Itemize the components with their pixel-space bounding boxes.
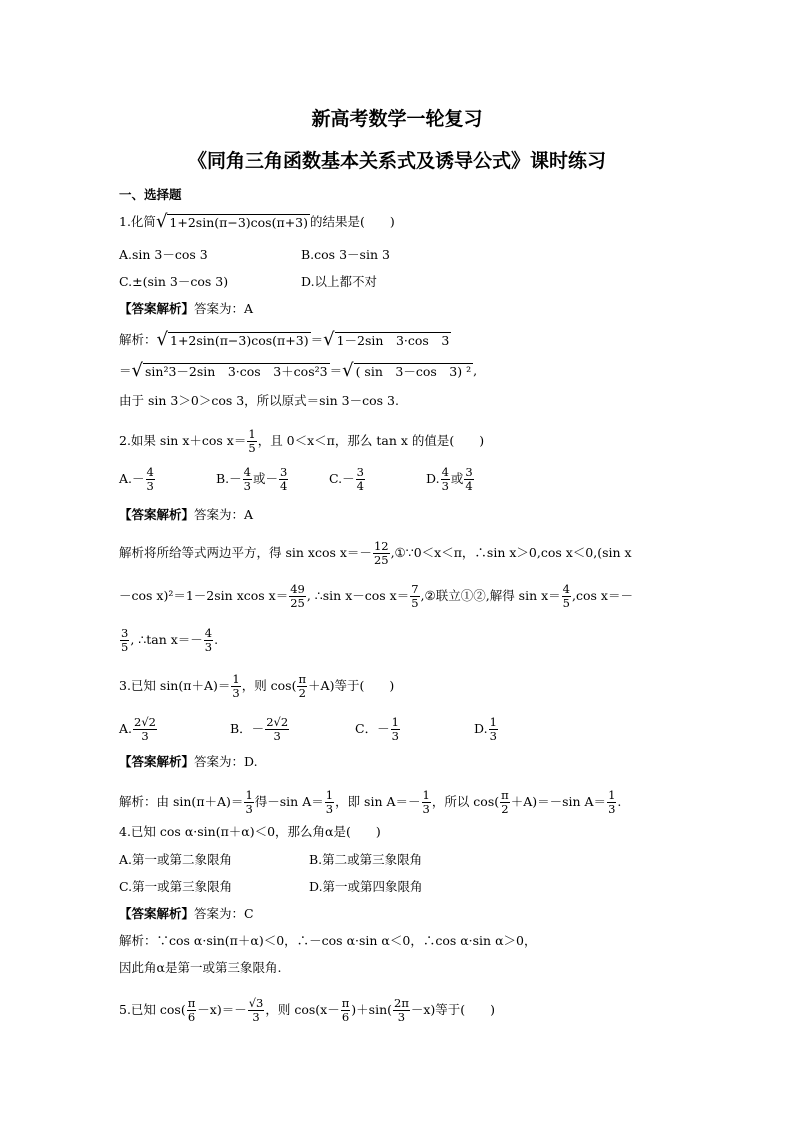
q2-solution-line-3	[119, 627, 218, 654]
fraction	[231, 673, 240, 700]
numerator: 1	[422, 788, 430, 802]
denominator: 3	[397, 1010, 406, 1024]
text: 2.如果 sin x＋cos x＝	[119, 433, 247, 448]
fraction	[133, 716, 157, 743]
q1-option-c: C.±(sin 3－cos 3)	[119, 274, 229, 289]
denominator: 5	[248, 441, 256, 455]
q1-option-d: D.以上都不对	[301, 274, 378, 289]
text: ,①∵0＜x＜π，∴sin x＞0,cos x＜0,(sin x	[390, 545, 632, 560]
q4-solution-line-2: 因此角α是第一或第三象限角.	[119, 960, 282, 975]
q1-stem-prefix: 1.化简	[119, 214, 156, 229]
fraction	[279, 466, 288, 493]
text: .	[214, 632, 219, 647]
denominator: 2	[298, 686, 306, 700]
text: ＋A)等于( )	[308, 678, 395, 693]
answer-text: 答案为：D.	[194, 754, 258, 769]
text: .	[617, 794, 622, 809]
denominator: 3	[422, 802, 430, 816]
numerator: 12	[373, 539, 389, 553]
fraction	[248, 997, 265, 1024]
q2-option-b	[216, 466, 289, 493]
q4-option-d: D.第一或第四象限角	[309, 879, 423, 894]
text: C．－	[355, 721, 390, 736]
fraction	[247, 428, 256, 455]
page-title: 新高考数学一轮复习	[311, 108, 483, 130]
text: A.	[119, 721, 133, 736]
denominator: 3	[141, 729, 149, 743]
fraction	[356, 466, 365, 493]
q3-option-b	[230, 716, 290, 743]
radicand: 1+2sin(π−3)cos(π+3)	[170, 333, 309, 348]
q5-stem	[119, 997, 495, 1024]
fraction	[120, 627, 129, 654]
denominator: 3	[608, 802, 616, 816]
equals: ＝	[310, 332, 324, 347]
radical: √ 1－2sin 3·cos 3	[323, 329, 450, 350]
radicand: ( sin 3－cos 3) ²	[355, 364, 472, 379]
numerator: 4	[562, 582, 570, 596]
q3-option-d	[474, 716, 499, 743]
denominator: 3	[489, 729, 497, 743]
text: , ∴tan x＝－	[130, 632, 203, 647]
answer-tag: 【答案解析】	[119, 906, 195, 921]
text: －x)＝－	[197, 1002, 247, 1017]
text: －x)等于( )	[410, 1002, 496, 1017]
q1-answer	[119, 300, 253, 318]
radical: √ sin²3－2sin 3·cos 3＋cos²3	[131, 360, 328, 381]
numerator: π	[341, 996, 350, 1010]
text: 或	[450, 471, 464, 486]
fraction	[325, 789, 334, 816]
numerator: 4	[441, 465, 449, 479]
radicand: sin²3－2sin 3·cos 3＋cos²3	[145, 364, 328, 379]
text: －cos x)²＝1－2sin xcos x＝	[119, 588, 289, 603]
denominator: 2	[501, 802, 509, 816]
radicand: 1－2sin 3·cos 3	[336, 333, 450, 348]
denominator: 3	[441, 479, 449, 493]
fraction	[204, 627, 213, 654]
numerator: 1	[325, 788, 334, 802]
text: D.	[426, 471, 440, 486]
q3-solution	[119, 789, 621, 816]
numerator: 4	[204, 626, 213, 640]
answer-text: 答案为：A	[194, 507, 254, 522]
q1-option-a: A.sin 3－cos 3	[119, 247, 208, 262]
answer-tag: 【答案解析】	[119, 754, 195, 769]
q2-option-c	[329, 466, 366, 493]
fraction	[464, 466, 473, 493]
numerator: 2π	[394, 996, 409, 1010]
text: B.－	[216, 471, 242, 486]
numerator: 7	[411, 582, 419, 596]
text: ,cos x＝－	[572, 588, 633, 603]
denominator: 3	[245, 802, 253, 816]
denominator: 3	[146, 479, 154, 493]
page-subtitle: 《同角三角函数基本关系式及诱导公式》课时练习	[187, 150, 606, 172]
q2-option-d	[426, 466, 475, 493]
fraction	[244, 789, 253, 816]
q1-stem-suffix: 的结果是( )	[310, 214, 395, 229]
q4-option-c: C.第一或第三象限角	[119, 879, 233, 894]
fraction	[391, 716, 400, 743]
fraction	[297, 673, 307, 700]
q1-solution-line-2	[119, 362, 477, 381]
q1-solution-line-3: 由于 sin 3＞0＞cos 3，所以原式＝sin 3－cos 3.	[119, 393, 399, 408]
q4-option-a: A.第一或第二象限角	[119, 852, 233, 867]
numerator: 3	[356, 465, 364, 479]
q2-answer	[119, 506, 253, 524]
text: C.－	[329, 471, 355, 486]
answer-text: 答案为：C	[194, 906, 254, 921]
text: 3.已知 sin(π＋A)＝	[119, 678, 231, 693]
q4-answer	[119, 905, 254, 923]
denominator: 5	[121, 640, 129, 654]
text: ，则 cos(	[241, 678, 297, 693]
q3-option-c	[355, 716, 401, 743]
fraction	[373, 540, 390, 567]
q2-option-a	[119, 466, 156, 493]
solution-label: 解析：	[119, 332, 157, 347]
numerator: 4	[243, 465, 251, 479]
text: ，所以 cos(	[431, 794, 500, 809]
text: ，且 0＜x＜π，那么 tan x 的值是( )	[257, 433, 485, 448]
q1-solution-line-1	[119, 331, 451, 350]
q3-answer	[119, 753, 258, 771]
text: 或－	[253, 471, 279, 486]
numerator: 1	[608, 788, 616, 802]
numerator: π	[501, 788, 509, 802]
text: )＋sin(	[351, 1002, 392, 1017]
fraction	[146, 466, 155, 493]
denominator: 4	[465, 479, 473, 493]
text: , ∴sin x－cos x＝	[306, 588, 410, 603]
numerator: 49	[290, 582, 305, 596]
text: B．－	[230, 721, 265, 736]
text: ，则 cos(x－	[265, 1002, 340, 1017]
q2-stem	[119, 428, 484, 455]
punctuation: ,	[473, 363, 478, 378]
q2-solution-line-2	[119, 583, 633, 610]
answer-tag: 【答案解析】	[119, 301, 195, 316]
denominator: 25	[373, 553, 389, 567]
text: 5.已知 cos(	[119, 1002, 186, 1017]
fraction	[441, 466, 450, 493]
numerator: π	[187, 996, 196, 1010]
text: ,②联立①②,解得 sin x＝	[420, 588, 561, 603]
denominator: 3	[252, 1010, 260, 1024]
numerator: 1	[245, 788, 253, 802]
section-heading: 一、选择题	[119, 187, 182, 202]
q4-stem: 4.已知 cos α·sin(π＋α)＜0，那么角α是( )	[119, 824, 381, 839]
numerator: π	[298, 672, 307, 686]
numerator: 3	[280, 465, 288, 479]
denominator: 3	[273, 729, 281, 743]
denominator: 3	[204, 640, 213, 654]
fraction	[422, 789, 431, 816]
text: 解析将所给等式两边平方，得 sin xcos x＝－	[119, 545, 372, 560]
numerator: √3	[248, 996, 264, 1010]
fraction	[393, 997, 410, 1024]
fraction	[489, 716, 498, 743]
numerator: 1	[489, 715, 497, 729]
numerator: 2√2	[134, 715, 156, 729]
denominator: 3	[391, 729, 399, 743]
fraction	[562, 583, 571, 610]
fraction	[187, 997, 197, 1024]
denominator: 6	[187, 1010, 196, 1024]
numerator: 3	[465, 465, 473, 479]
fraction	[243, 466, 252, 493]
equals: ＝	[329, 363, 343, 378]
answer-tag: 【答案解析】	[119, 507, 195, 522]
text: A.－	[119, 471, 145, 486]
radical: √ ( sin 3－cos 3) ²	[342, 360, 472, 381]
text: ，即 sin A＝－	[335, 794, 421, 809]
numerator: 4	[146, 465, 154, 479]
fraction	[265, 716, 289, 743]
q1-stem	[119, 213, 395, 232]
equals: ＝	[119, 363, 132, 378]
numerator: 1	[248, 427, 256, 441]
fraction	[607, 789, 616, 816]
radical: √ 1+2sin(π−3)cos(π+3)	[155, 211, 308, 232]
denominator: 5	[562, 596, 570, 610]
q3-option-a	[119, 716, 158, 743]
denominator: 25	[290, 596, 305, 610]
answer-text: 答案为：A	[194, 301, 254, 316]
fraction	[341, 997, 351, 1024]
text: D.	[474, 721, 488, 736]
denominator: 3	[325, 802, 334, 816]
text: 解析：由 sin(π＋A)＝	[119, 794, 244, 809]
numerator: 1	[391, 715, 399, 729]
denominator: 4	[356, 479, 364, 493]
denominator: 6	[341, 1010, 350, 1024]
text: 得－sin A＝	[254, 794, 324, 809]
radical: √ 1+2sin(π−3)cos(π+3)	[156, 329, 309, 350]
q4-option-b: B.第二或第三象限角	[309, 852, 423, 867]
q2-solution-line-1	[119, 540, 632, 567]
fraction	[410, 583, 419, 610]
radicand: 1+2sin(π−3)cos(π+3)	[169, 215, 308, 230]
text: ＋A)＝－sin A＝	[510, 794, 607, 809]
numerator: 1	[232, 672, 240, 686]
fraction	[289, 583, 306, 610]
denominator: 3	[232, 686, 240, 700]
q3-stem	[119, 673, 394, 700]
denominator: 3	[243, 479, 251, 493]
denominator: 4	[280, 479, 288, 493]
q1-option-b: B.cos 3－sin 3	[301, 247, 390, 262]
fraction	[500, 789, 510, 816]
numerator: 2√2	[266, 715, 289, 729]
q4-solution-line-1: 解析：∵cos α·sin(π＋α)＜0，∴－cos α·sin α＜0，∴cos α·sin α＞0，	[119, 933, 537, 948]
denominator: 5	[411, 596, 419, 610]
numerator: 3	[121, 626, 129, 640]
